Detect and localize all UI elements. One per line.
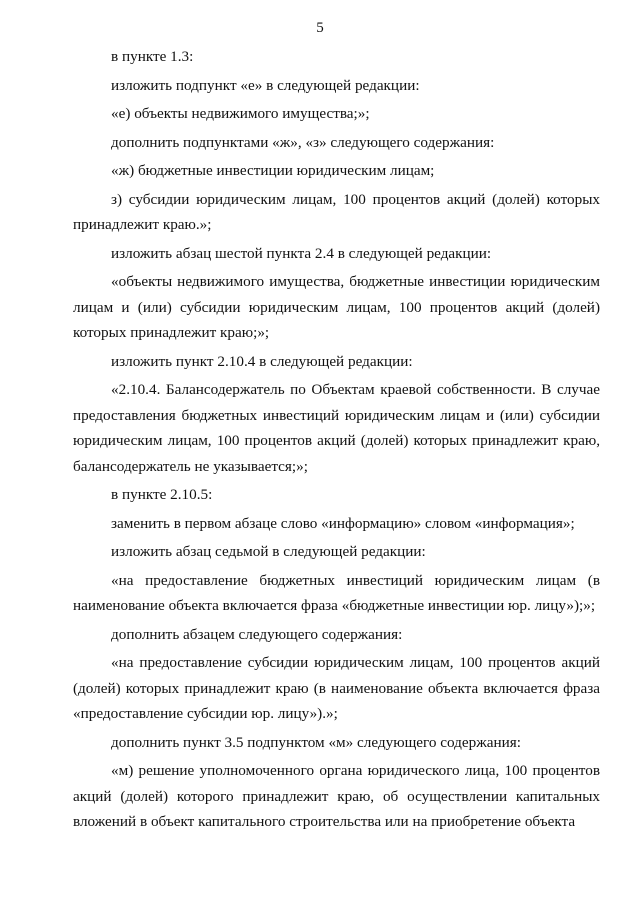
paragraph: «е) объекты недвижимого имущества;»; xyxy=(111,105,370,122)
paragraph: в пункте 1.3: xyxy=(111,48,194,65)
paragraph: изложить абзац седьмой в следующей редакции: xyxy=(111,543,426,560)
paragraph: изложить пункт 2.10.4 в следующей редакции: xyxy=(111,352,413,370)
paragraph: изложить подпункт «е» в следующей редакции: xyxy=(111,76,420,94)
paragraph: дополнить пункт 3.5 подпунктом «м» следующего содержания: xyxy=(111,733,521,751)
paragraph: дополнить подпунктами «ж», «з» следующего содержания: xyxy=(111,133,495,151)
paragraph: «м) решение уполномоченного органа юридического лица, 100 процентов акций (долей) которого принадлежит краю, об осуществлении капитальных вложений в объект капитального строительства или на приобретение объекта xyxy=(73,762,600,830)
paragraph: в пункте 2.10.5: xyxy=(111,486,213,503)
page-number: 5 xyxy=(316,20,324,36)
document-body xyxy=(73,44,600,835)
paragraph: дополнить абзацем следующего содержания: xyxy=(111,625,403,643)
paragraph: «2.10.4. Балансодержатель по Объектам краевой собственности. В случае предоставления бюджетных инвестиций юридическим лицам и (или) субсидии юридическим лицам, 100 процентов акций (долей) которых принадлежит краю, балансодержатель не указывается;»; xyxy=(73,381,600,475)
paragraph: «ж) бюджетные инвестиции юридическим лицам; xyxy=(111,162,435,179)
paragraph: изложить абзац шестой пункта 2.4 в следующей редакции: xyxy=(111,244,492,262)
paragraph: «на предоставление бюджетных инвестиций юридическим лицам (в наименование объекта включается фраза «бюджетные инвестиции юр. лицу»);»; xyxy=(73,571,600,614)
paragraph: «на предоставление субсидии юридическим лицам, 100 процентов акций (долей) которых принадлежит краю (в наименование объекта включается фраза «предоставление субсидии юр. лицу»).»; xyxy=(73,654,600,722)
paragraph: заменить в первом абзаце слово «информацию» словом «информация»; xyxy=(111,514,575,532)
paragraph: з) субсидии юридическим лицам, 100 процентов акций (долей) которых принадлежит краю.»; xyxy=(73,190,600,233)
paragraph: «объекты недвижимого имущества, бюджетные инвестиции юридическим лицам и (или) субсидии юридическим лицам, 100 процентов акций (долей) которых принадлежит краю;»; xyxy=(73,273,600,341)
